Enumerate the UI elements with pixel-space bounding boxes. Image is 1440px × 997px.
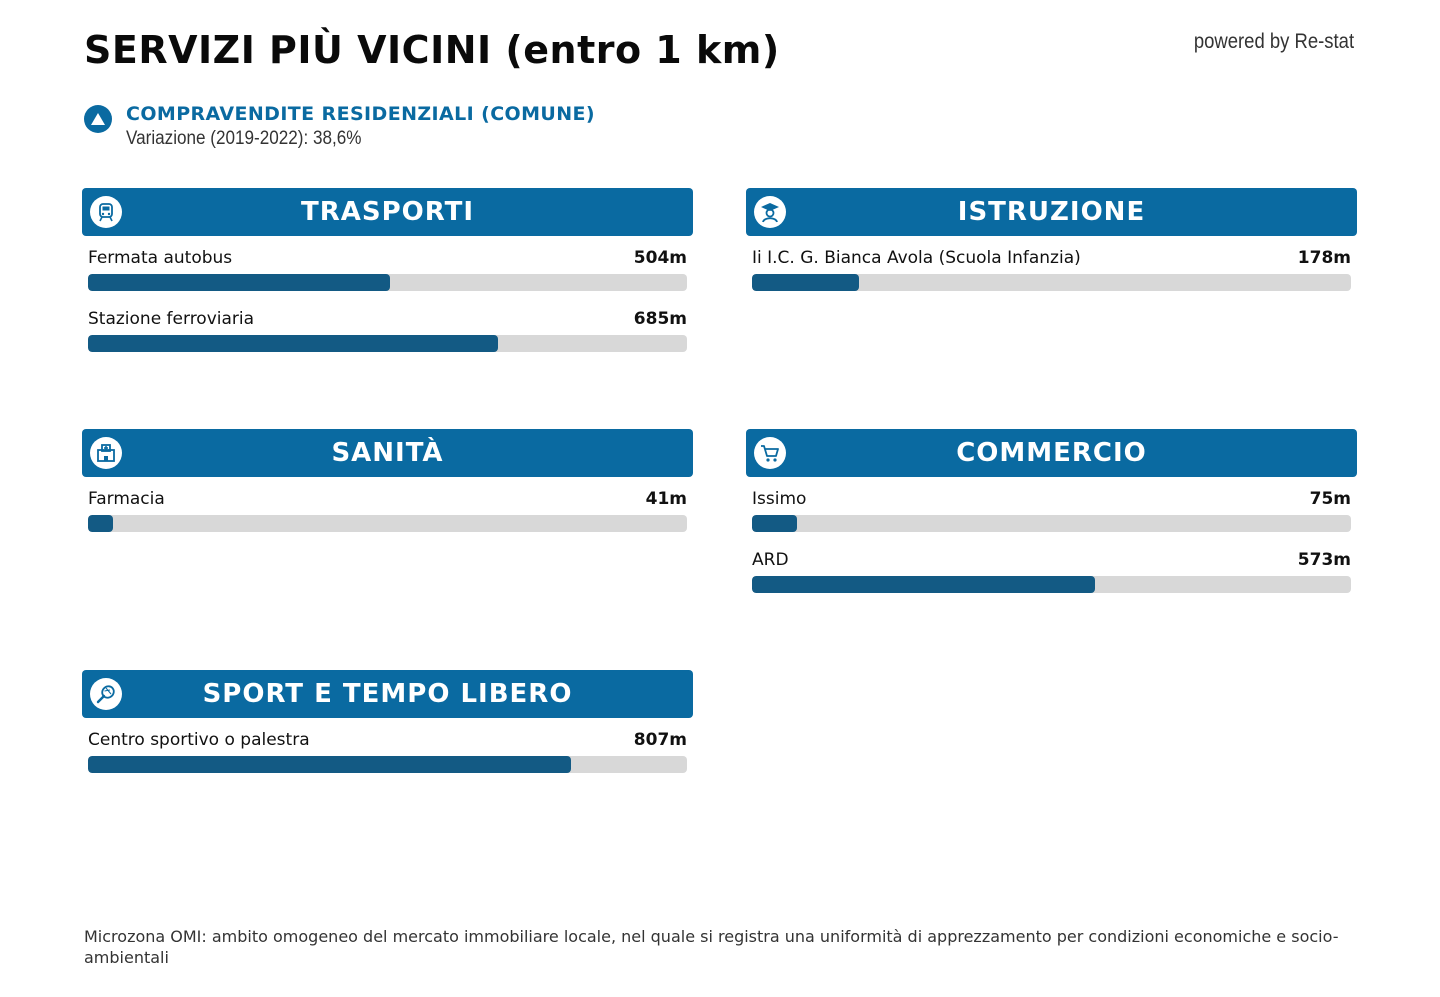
footnote: Microzona OMI: ambito omogeneo del mercato immobiliare locale, nel quale si registra una uniformità di apprezzamento per condizioni economiche e socio-ambientali	[84, 927, 1339, 967]
panel-header	[746, 429, 1357, 477]
powered-by-label: powered by Re-stat	[1193, 30, 1354, 53]
item-name: Stazione ferroviaria	[88, 309, 255, 329]
panel-header	[746, 188, 1357, 236]
hospital-icon	[90, 437, 122, 469]
panel-trasporti	[82, 188, 693, 352]
panel-sport	[82, 670, 693, 773]
list-item	[82, 730, 693, 773]
distance-bar-track	[88, 515, 687, 532]
panel-istruzione	[746, 188, 1357, 291]
train-icon	[90, 196, 122, 228]
distance-bar-fill	[752, 515, 797, 532]
stat-subtitle: Variazione (2019-2022): 38,6%	[126, 128, 362, 149]
list-item	[82, 248, 693, 291]
list-item	[746, 248, 1357, 291]
distance-bar-fill	[88, 335, 498, 352]
stat-block	[84, 103, 595, 150]
student-icon	[754, 196, 786, 228]
distance-bar-track	[88, 756, 687, 773]
distance-bar-track	[752, 576, 1351, 593]
stat-title: COMPRAVENDITE RESIDENZIALI (COMUNE)	[126, 103, 595, 125]
panel-header	[82, 429, 693, 477]
item-distance: 75m	[1309, 489, 1351, 509]
distance-bar-fill	[752, 576, 1095, 593]
panel-commercio	[746, 429, 1357, 593]
item-name: Fermata autobus	[88, 248, 233, 268]
panel-title: TRASPORTI	[300, 197, 475, 227]
distance-bar-track	[752, 274, 1351, 291]
distance-bar-fill	[88, 756, 571, 773]
item-name: Issimo	[752, 489, 807, 509]
page-title: SERVIZI PIÙ VICINI (entro 1 km)	[84, 28, 780, 72]
stat-text	[126, 103, 595, 150]
item-name: Farmacia	[88, 489, 165, 509]
panel-header	[82, 670, 693, 718]
item-distance: 807m	[633, 730, 687, 750]
distance-bar-track	[88, 274, 687, 291]
list-item	[746, 489, 1357, 532]
item-distance: 504m	[633, 248, 687, 268]
distance-bar-fill	[88, 515, 113, 532]
list-item	[82, 309, 693, 352]
item-name: Centro sportivo o palestra	[88, 730, 310, 750]
list-item	[746, 550, 1357, 593]
item-name: Ii I.C. G. Bianca Avola (Scuola Infanzia)	[752, 248, 1081, 268]
item-distance: 41m	[645, 489, 687, 509]
distance-bar-fill	[752, 274, 859, 291]
shopping-cart-icon	[754, 437, 786, 469]
panel-title: COMMERCIO	[956, 438, 1147, 468]
distance-bar-track	[88, 335, 687, 352]
distance-bar-track	[752, 515, 1351, 532]
panel-title: SPORT E TEMPO LIBERO	[202, 679, 573, 709]
tennis-racket-icon	[90, 678, 122, 710]
item-distance: 573m	[1297, 550, 1351, 570]
panel-title: ISTRUZIONE	[957, 197, 1146, 227]
panel-header	[82, 188, 693, 236]
item-distance: 178m	[1297, 248, 1351, 268]
list-item	[82, 489, 693, 532]
triangle-up-icon	[84, 105, 112, 133]
panel-sanita	[82, 429, 693, 532]
panel-title: SANITÀ	[331, 438, 444, 468]
item-name: ARD	[752, 550, 789, 570]
distance-bar-fill	[88, 274, 390, 291]
item-distance: 685m	[633, 309, 687, 329]
